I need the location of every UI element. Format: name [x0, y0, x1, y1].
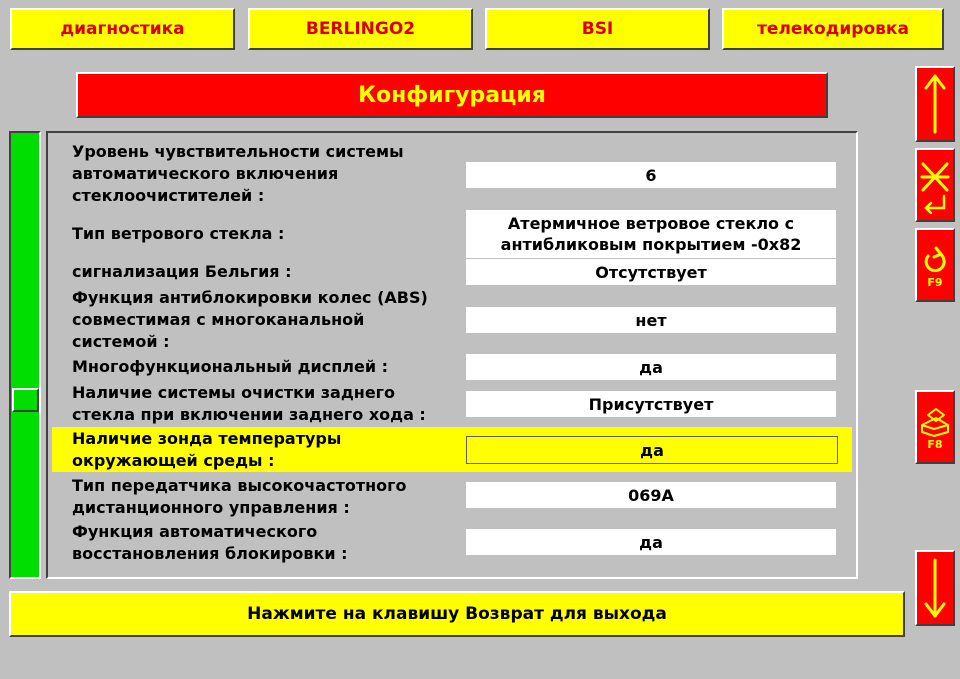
config-value[interactable]: 069A	[466, 482, 836, 508]
scrollbar-track[interactable]	[9, 131, 41, 579]
config-value[interactable]: да	[466, 354, 836, 380]
f9-undo-button[interactable]	[915, 228, 955, 302]
config-list	[46, 131, 858, 579]
config-value[interactable]: нет	[466, 307, 836, 333]
f8-print-button[interactable]	[915, 390, 955, 464]
config-label: Наличие зонда температуры окружающей среды :	[72, 428, 342, 470]
config-label: Тип передатчика высокочастотного дистанционного управления :	[72, 476, 407, 517]
config-row-abs-function[interactable]	[52, 286, 852, 354]
arrow-up-icon	[924, 73, 946, 135]
config-value[interactable]: да	[466, 436, 838, 464]
scrollbar-thumb[interactable]	[12, 388, 39, 412]
config-label: Наличие системы очистки заднего стекла при включении заднего хода :	[72, 383, 426, 424]
exit-hint-bar[interactable]: Нажмите на клавишу Возврат для выхода	[9, 591, 905, 637]
scroll-down-button[interactable]	[915, 550, 955, 626]
config-value[interactable]: 6	[466, 162, 836, 188]
f8-key-label: F8	[927, 437, 943, 451]
page-title: Конфигурация	[76, 72, 828, 118]
f9-key-label: F9	[927, 275, 943, 289]
undo-icon	[922, 243, 948, 277]
config-value[interactable]: Атермичное ветровое стекло с антибликовым покрытием -0x82	[466, 210, 836, 258]
config-row-ambient-temp-sensor[interactable]	[52, 427, 852, 472]
config-row-hf-remote-type[interactable]	[52, 474, 852, 520]
tab-diagnostics[interactable]: диагностика	[10, 8, 235, 50]
config-label: Многофункциональный дисплей :	[72, 357, 389, 376]
config-label: Тип ветрового стекла :	[72, 224, 285, 243]
tab-vehicle-berlingo2[interactable]: BERLINGO2	[248, 8, 473, 50]
config-value[interactable]: да	[466, 529, 836, 555]
tab-ecu-bsi[interactable]: BSI	[485, 8, 710, 50]
config-row-wiper-sensitivity[interactable]	[52, 138, 852, 210]
config-label: сигнализация Бельгия :	[72, 262, 292, 281]
config-row-windshield-type[interactable]	[52, 210, 852, 258]
config-label: Функция автоматического восстановления блокировки :	[72, 522, 348, 563]
scroll-up-button[interactable]	[915, 66, 955, 142]
config-label: Уровень чувствительности системы автоматического включения стеклоочистителей :	[72, 142, 404, 205]
config-label: Функция антиблокировки колес (ABS) совместимая с многоканальной системой :	[72, 288, 428, 351]
config-value[interactable]: Присутствует	[466, 391, 836, 417]
printer-icon	[918, 405, 952, 439]
tab-telecoding[interactable]: телекодировка	[722, 8, 944, 50]
config-row-rear-wiper-reverse[interactable]	[52, 381, 852, 427]
config-row-belgium-alarm[interactable]	[52, 258, 852, 286]
cancel-enter-icon	[920, 156, 950, 214]
config-value[interactable]: Отсутствует	[466, 259, 836, 285]
cancel-button[interactable]	[915, 148, 955, 222]
config-row-auto-relock[interactable]	[52, 520, 852, 566]
config-row-multifunction-display[interactable]	[52, 354, 852, 380]
arrow-down-icon	[924, 557, 946, 619]
